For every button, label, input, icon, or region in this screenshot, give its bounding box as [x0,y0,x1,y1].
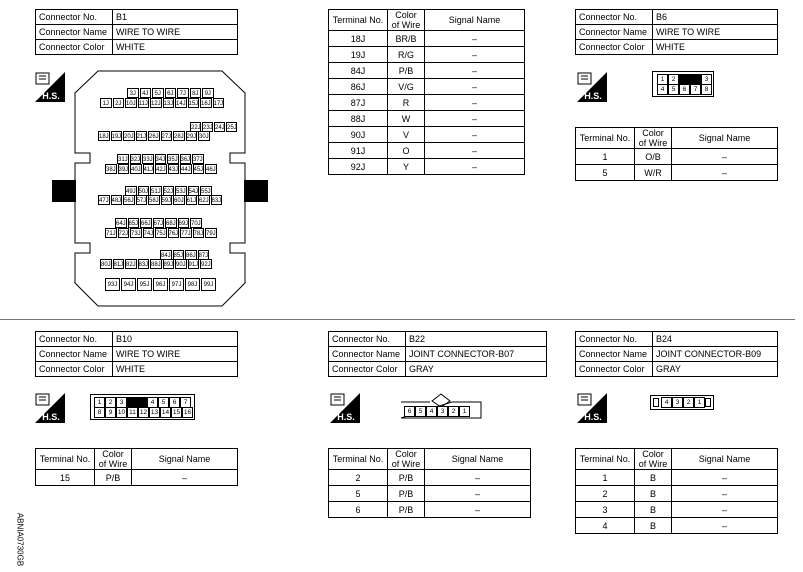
b24-connector-diagram [650,395,714,410]
terminal-no-cell: 91J [329,143,388,159]
b1-terminal-table [328,9,525,175]
table-row [576,518,778,534]
b24-no: B24 [653,332,778,347]
signal-name-cell: – [425,159,525,175]
b1-pin: 72J [118,228,130,238]
signal-name-cell: – [425,79,525,95]
pin-cell: 3 [116,397,127,408]
terminal-no-cell: 88J [329,111,388,127]
b1-pin: 4J [140,88,152,98]
b1-pin: 15J [188,98,200,108]
b1-pin: 13J [163,98,175,108]
b1-pin: 99J [201,278,216,291]
wire-color-cell: P/B [388,63,425,79]
b1-pin: 39J [118,164,130,174]
header-terminal-no: Terminal No. [329,449,388,470]
table-row [329,47,525,63]
pin-cell: 2 [668,74,679,85]
b1-pin: 69J [178,218,190,228]
b24-connector-info [575,331,778,377]
b22-no: B22 [406,332,547,347]
label-connector-no: Connector No. [36,332,113,347]
b1-pin: 61J [186,195,198,205]
b1-pin: 19J [111,131,123,141]
terminal-no-cell: 4 [576,518,635,534]
header-color-of-wire: Color of Wire [635,128,672,149]
b1-pin: 58J [148,195,160,205]
table-row [329,470,531,486]
table-row [329,31,525,47]
wire-color-cell: P/B [388,502,425,518]
pin-cell: 2 [683,397,694,408]
b1-pin: 68J [165,218,177,228]
b10-connector-diagram [90,394,195,420]
table-row [329,127,525,143]
wire-color-cell: B [635,486,672,502]
b1-pin: 60J [173,195,185,205]
table-row [329,159,525,175]
wire-color-cell: W [388,111,425,127]
signal-name-cell: – [425,63,525,79]
b1-pin: 57J [136,195,148,205]
b1-pin: 84J [160,250,172,260]
b22-connector-info [328,331,547,377]
b1-pin: 25J [226,122,237,132]
b1-pin: 56J [123,195,135,205]
b1-pin: 78J [193,228,205,238]
b1-connector-info [35,9,238,55]
b1-pin: 77J [180,228,192,238]
b1-pin: 11J [138,98,150,108]
wire-color-cell: R [388,95,425,111]
wire-color-cell: Y [388,159,425,175]
signal-name-cell: – [672,502,778,518]
label-connector-no: Connector No. [329,332,406,347]
wire-color-cell: V [388,127,425,143]
header-signal-name: Signal Name [132,449,238,470]
b22-name: JOINT CONNECTOR-B07 [406,347,547,362]
b10-color: WHITE [113,362,238,377]
b1-pin: 82J [125,259,137,269]
b1-pin: 73J [130,228,142,238]
svg-text:H.S.: H.S. [584,91,602,101]
signal-name-cell: – [425,143,525,159]
signal-name-cell: – [425,470,531,486]
b1-pin: 94J [121,278,136,291]
b1-pin: 34J [155,154,167,164]
b1-pin: 86J [185,250,197,260]
b1-pin: 67J [153,218,165,228]
pin-cell: 5 [668,84,679,95]
pin-cell: 8 [94,407,105,418]
b1-pin: 71J [105,228,117,238]
b1-pin: 43J [168,164,180,174]
label-connector-no: Connector No. [576,332,653,347]
b1-pin: 33J [142,154,154,164]
wire-color-cell: V/G [388,79,425,95]
b1-pin: 62J [198,195,210,205]
b1-pin: 31J [117,154,129,164]
table-row [329,502,531,518]
pin-cell: 14 [161,409,170,416]
signal-name-cell: – [672,486,778,502]
b1-pin: 28J [173,131,185,141]
b1-pin: 20J [123,131,135,141]
signal-name-cell: – [425,31,525,47]
b1-pin: 76J [168,228,180,238]
header-terminal-no: Terminal No. [36,449,95,470]
wire-color-cell: B [635,470,672,486]
terminal-no-cell: 15 [36,470,95,486]
b6-color: WHITE [653,40,778,55]
terminal-no-cell: 6 [329,502,388,518]
terminal-no-cell: 87J [329,95,388,111]
b1-pin: 83J [138,259,150,269]
pin-cell: 2 [448,406,459,417]
b1-pin: 63J [211,195,223,205]
pin-cell: 4 [426,406,437,417]
pin-cell: 11 [127,407,138,418]
pin-cell: 3 [701,74,712,85]
pin-cell: 4 [661,397,672,408]
header-terminal-no: Terminal No. [329,10,388,31]
b1-pin: 24J [214,122,225,132]
b6-terminal-table [575,127,778,181]
signal-name-cell: – [672,165,778,181]
b1-pin: 32J [130,154,142,164]
table-row [576,165,778,181]
b1-pin: 17J [213,98,225,108]
terminal-no-cell: 1 [576,149,635,165]
b1-pin: 35J [167,154,179,164]
terminal-no-cell: 18J [329,31,388,47]
b24-terminal-table [575,448,778,534]
pin-cell: 5 [415,406,426,417]
b1-pin: 55J [200,186,212,196]
terminal-no-cell: 5 [576,165,635,181]
pin-cell: 4 [147,397,158,408]
pin-cell: 15 [172,409,181,416]
svg-text:H.S.: H.S. [337,412,355,422]
header-signal-name: Signal Name [425,10,525,31]
b1-pin: 10J [125,98,137,108]
b1-pin: 80J [100,259,112,269]
b24-name: JOINT CONNECTOR-B09 [653,347,778,362]
b1-pin: 50J [138,186,150,196]
signal-name-cell: – [425,486,531,502]
table-row [576,486,778,502]
pin-cell: 10 [117,409,126,416]
signal-name-cell: – [425,502,531,518]
b1-pin: 51J [150,186,162,196]
label-connector-color: Connector Color [576,362,653,377]
b1-pin: 47J [98,195,110,205]
b6-no: B6 [653,10,778,25]
hs-harness-side-icon [577,72,607,102]
terminal-no-cell: 19J [329,47,388,63]
pin-cell: 2 [105,397,116,408]
b1-pin: 95J [137,278,152,291]
wire-color-cell: W/R [635,165,672,181]
b10-connector-info [35,331,238,377]
signal-name-cell: – [425,47,525,63]
b1-pin: 26J [148,131,160,141]
b22-connector-diagram [400,393,482,419]
b1-pin: 87J [198,250,210,260]
b1-pin: 42J [155,164,167,174]
header-terminal-no: Terminal No. [576,128,635,149]
b1-pin: 5J [152,88,164,98]
header-color-of-wire: Color of Wire [635,449,672,470]
b6-connector-diagram [652,71,714,97]
label-connector-name: Connector Name [36,347,113,362]
hs-harness-side-icon [577,393,607,423]
b1-pin: 81J [113,259,125,269]
label-connector-name: Connector Name [36,25,113,40]
wire-color-cell: B [635,502,672,518]
b22-terminal-table [328,448,531,518]
b1-pin: 44J [180,164,192,174]
b10-terminal-table [35,448,238,486]
b1-pin: 21J [136,131,148,141]
terminal-no-cell: 92J [329,159,388,175]
hs-harness-side-icon [330,393,360,423]
b24-lock-left [653,398,659,407]
terminal-no-cell: 3 [576,502,635,518]
b10-name: WIRE TO WIRE [113,347,238,362]
b1-pin: 18J [98,131,110,141]
wire-color-cell: B [635,518,672,534]
b1-pin: 30J [198,131,210,141]
b1-pin: 8J [190,88,202,98]
terminal-no-cell: 1 [576,470,635,486]
signal-name-cell: – [672,518,778,534]
wire-color-cell: BR/B [388,31,425,47]
b10-no: B10 [113,332,238,347]
label-connector-color: Connector Color [36,362,113,377]
b1-pin: 75J [155,228,167,238]
b1-pin: 40J [130,164,142,174]
terminal-no-cell: 84J [329,63,388,79]
label-connector-color: Connector Color [329,362,406,377]
pin-cell: 5 [158,397,169,408]
b22-color: GRAY [406,362,547,377]
b1-no: B1 [113,10,238,25]
table-row [576,149,778,165]
pin-cell: 1 [459,406,470,417]
section-divider [0,319,795,320]
b1-pin: 64J [115,218,127,228]
header-signal-name: Signal Name [672,128,778,149]
b1-pin: 74J [143,228,155,238]
wire-color-cell: O [388,143,425,159]
b1-pin: 88J [150,259,162,269]
b1-pin: 97J [169,278,184,291]
label-connector-name: Connector Name [576,347,653,362]
terminal-no-cell: 2 [576,486,635,502]
table-row [36,470,238,486]
b1-pin: 37J [192,154,204,164]
pin-cell: 4 [657,84,668,95]
wire-color-cell: P/B [388,470,425,486]
pin-cell: 6 [404,406,415,417]
b1-pin: 70J [190,218,202,228]
b24-lock-right [705,398,711,407]
signal-name-cell: – [425,127,525,143]
table-row [329,95,525,111]
b1-pin: 96J [153,278,168,291]
b1-pin: 6J [165,88,177,98]
pin-cell: 3 [437,406,448,417]
b1-pin: 93J [105,278,120,291]
pin-cell: 1 [694,397,705,408]
b1-pin: 45J [193,164,205,174]
b1-pin: 22J [190,122,201,132]
wire-color-cell: O/B [635,149,672,165]
svg-text:H.S.: H.S. [42,412,60,422]
b1-pin: 12J [150,98,162,108]
wire-color-cell: P/B [95,470,132,486]
b1-pin: 14J [175,98,187,108]
b1-pin: 9J [202,88,214,98]
b1-pin: 79J [205,228,217,238]
svg-text:H.S.: H.S. [42,91,60,101]
table-row [329,79,525,95]
pin-cell: 1 [94,397,105,408]
pin-cell: 3 [672,397,683,408]
b1-pin: 98J [185,278,200,291]
b1-pin: 41J [143,164,155,174]
b1-color: WHITE [113,40,238,55]
b1-pin: 59J [161,195,173,205]
b1-pin: 85J [173,250,185,260]
b1-pin: 27J [161,131,173,141]
pin-cell: 6 [679,84,690,95]
label-connector-name: Connector Name [329,347,406,362]
pin-cell: 12 [139,409,148,416]
b1-pin: 23J [202,122,213,132]
b1-pin: 91J [188,259,200,269]
terminal-no-cell: 86J [329,79,388,95]
header-color-of-wire: Color of Wire [95,449,132,470]
hs-harness-side-icon [35,393,65,423]
wire-color-cell: P/B [388,486,425,502]
signal-name-cell: – [425,111,525,127]
signal-name-cell: – [672,470,778,486]
wire-color-cell: R/G [388,47,425,63]
b1-pin: 65J [128,218,140,228]
b1-pin: 90J [175,259,187,269]
table-row [329,63,525,79]
pin-cell: 9 [105,407,116,418]
b1-pin: 66J [140,218,152,228]
b1-pin: 89J [163,259,175,269]
b1-pin: 36J [180,154,192,164]
signal-name-cell: – [672,149,778,165]
pin-cell: 16 [183,409,192,416]
svg-text:H.S.: H.S. [584,412,602,422]
b6-name: WIRE TO WIRE [653,25,778,40]
signal-name-cell: – [132,470,238,486]
b1-pin: 7J [177,88,189,98]
signal-name-cell: – [425,95,525,111]
b1-pin: 2J [113,98,125,108]
terminal-no-cell: 5 [329,486,388,502]
b1-pin: 46J [205,164,217,174]
header-signal-name: Signal Name [672,449,778,470]
label-connector-no: Connector No. [36,10,113,25]
b1-name: WIRE TO WIRE [113,25,238,40]
b1-pin: 38J [105,164,117,174]
b6-connector-info [575,9,778,55]
label-connector-color: Connector Color [36,40,113,55]
table-row [329,486,531,502]
pin-cell: 8 [701,84,712,95]
pin-cell: 7 [180,397,191,408]
b1-pin: 54J [188,186,200,196]
table-row [576,470,778,486]
b1-pin: 53J [175,186,187,196]
b1-pin: 29J [186,131,198,141]
table-row [576,502,778,518]
pin-cell: 6 [169,397,180,408]
table-row [329,111,525,127]
b1-pin: 16J [200,98,212,108]
header-terminal-no: Terminal No. [576,449,635,470]
terminal-no-cell: 90J [329,127,388,143]
header-signal-name: Signal Name [425,449,531,470]
label-connector-no: Connector No. [576,10,653,25]
label-connector-name: Connector Name [576,25,653,40]
pin-cell: 7 [690,84,701,95]
header-color-of-wire: Color of Wire [388,10,425,31]
header-color-of-wire: Color of Wire [388,449,425,470]
b1-pin: 92J [200,259,212,269]
b1-pin: 1J [100,98,112,108]
figure-code: ABNIA0730GB [15,512,25,567]
pin-cell: 1 [657,74,668,85]
b1-pin: 3J [127,88,139,98]
label-connector-color: Connector Color [576,40,653,55]
table-row [329,143,525,159]
b1-pin: 49J [125,186,137,196]
b1-pin: 48J [111,195,123,205]
b1-pin: 52J [163,186,175,196]
b24-color: GRAY [653,362,778,377]
pin-cell: 13 [150,409,159,416]
terminal-no-cell: 2 [329,470,388,486]
b1-connector-diagram [50,68,275,310]
